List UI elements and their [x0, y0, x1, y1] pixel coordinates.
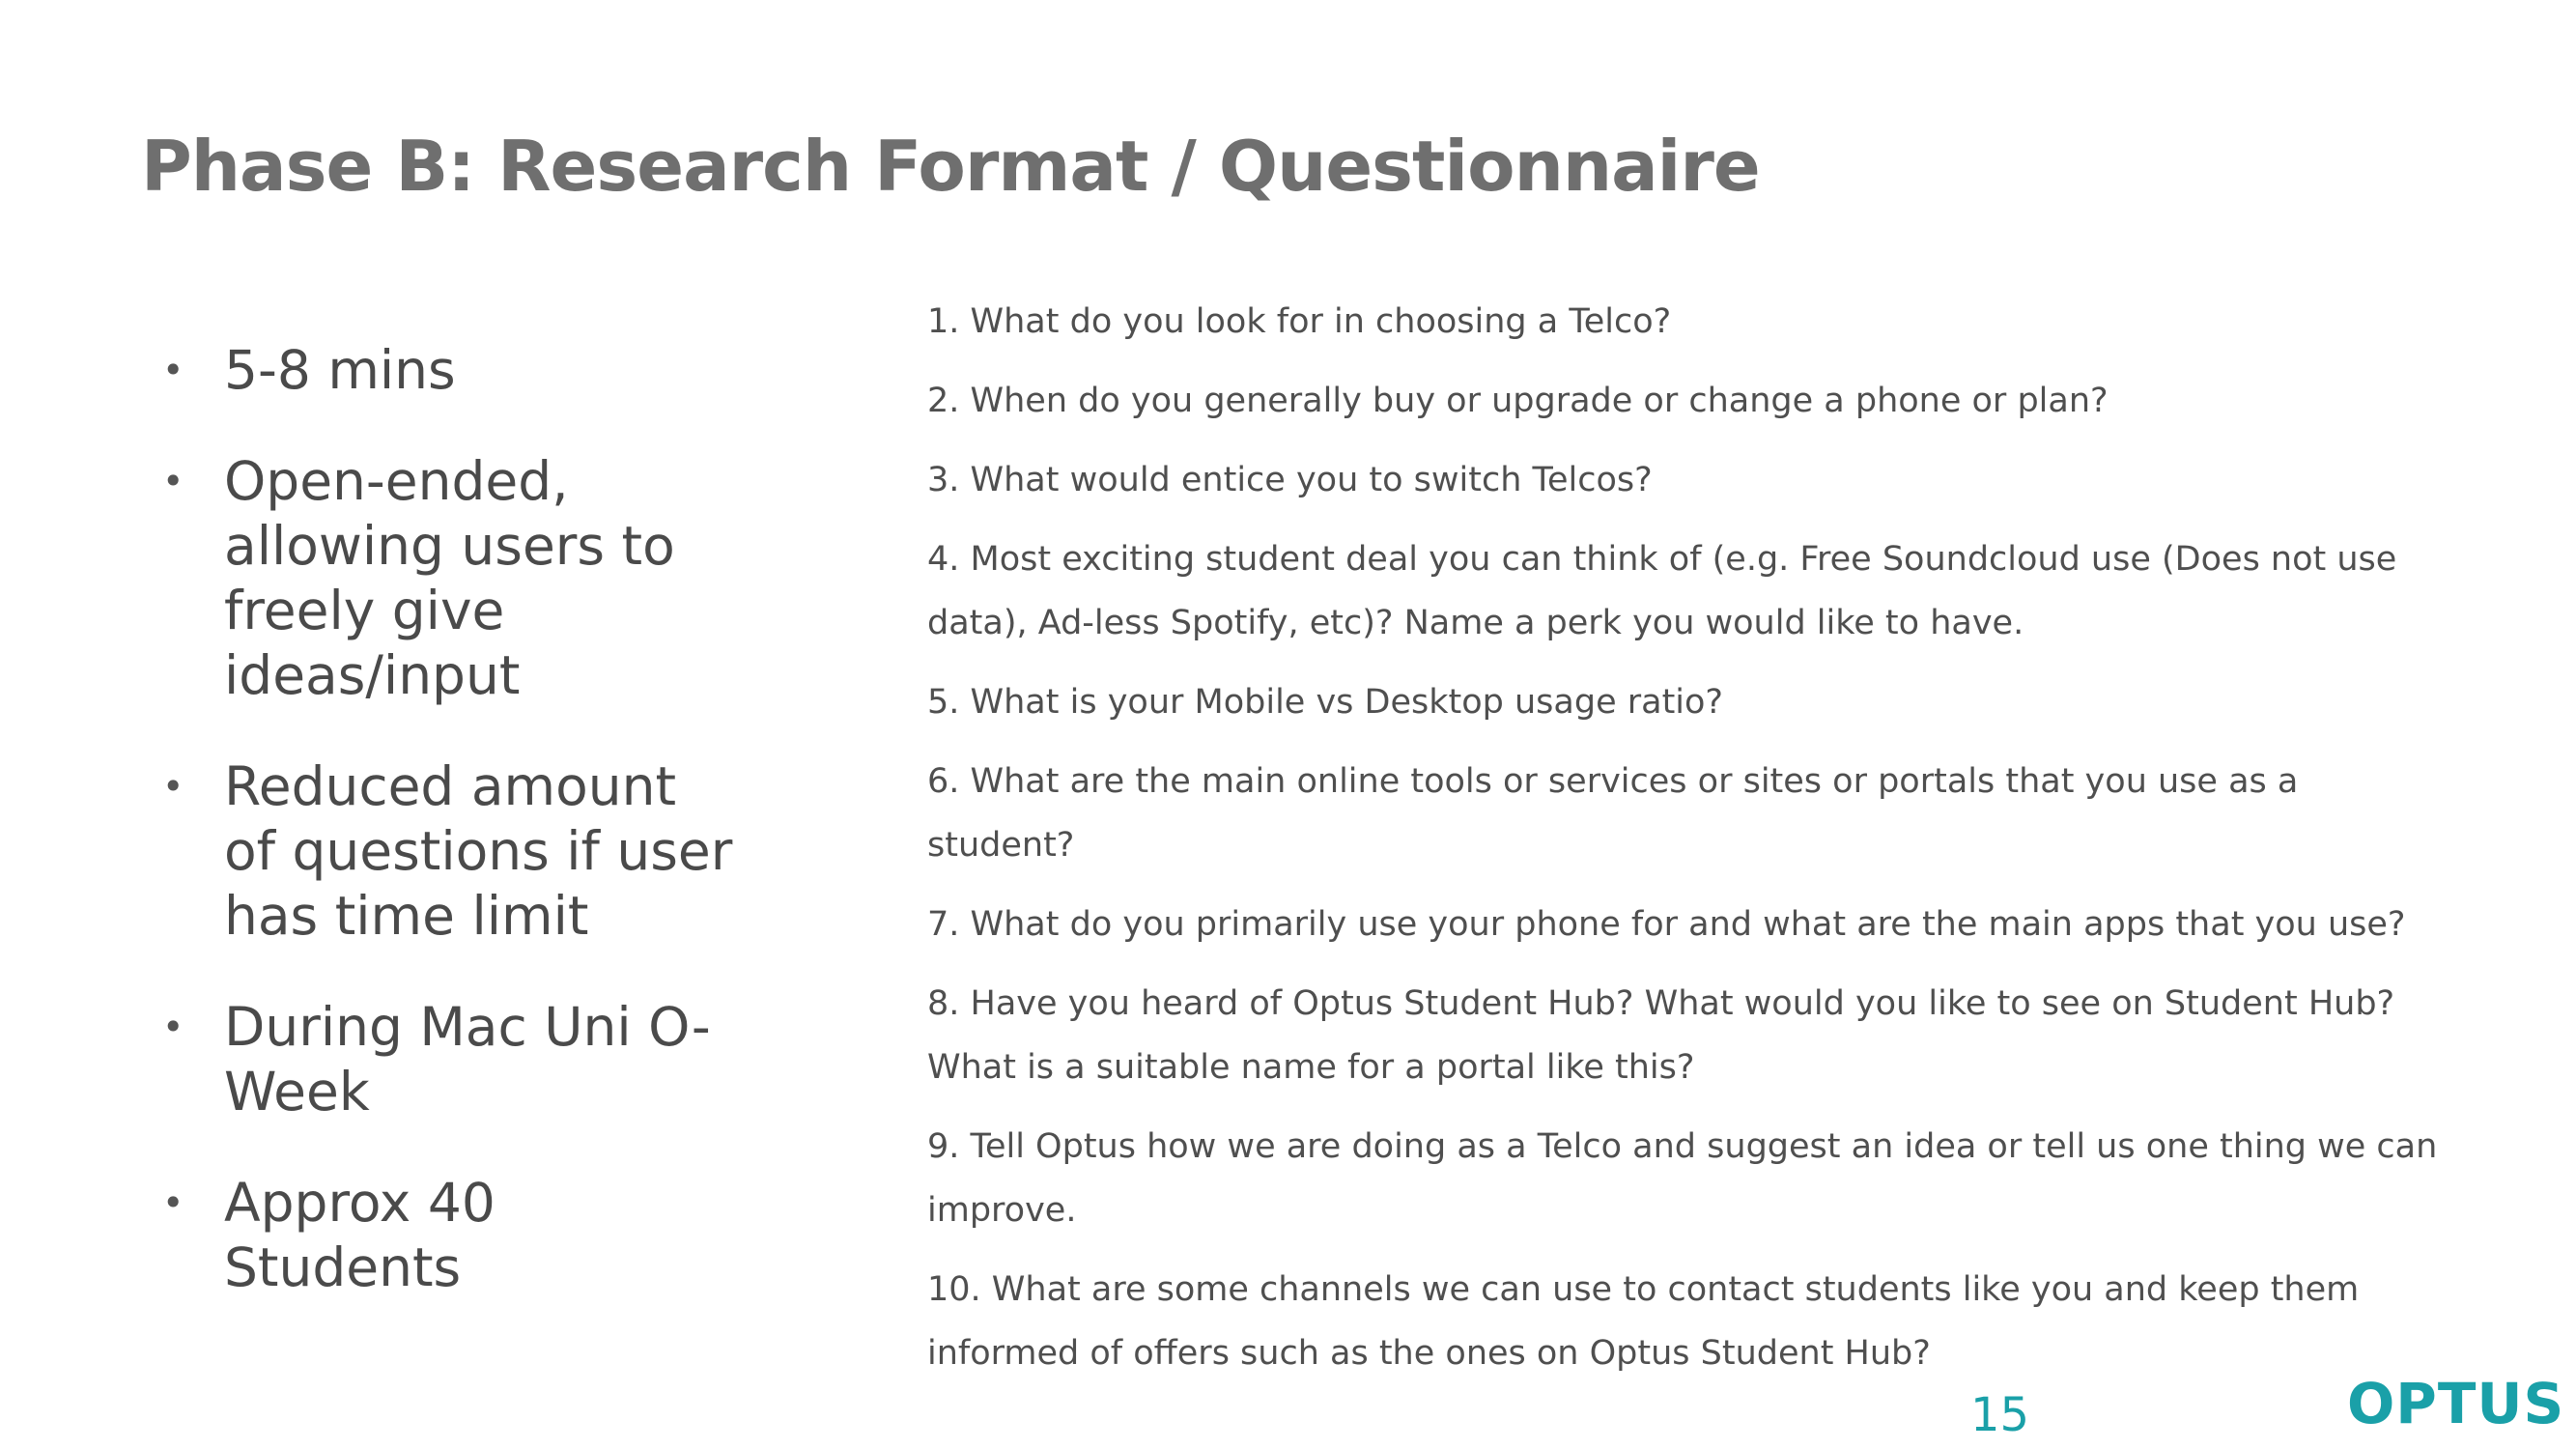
question-item: 4. Most exciting student deal you can think of (e.g. Free Soundcloud use (Does not use data), Ad-less Spotify, etc)? Name a perk you would like to have.: [927, 540, 2397, 642]
question-item: 1. What do you look for in choosing a Telco?: [927, 302, 1672, 341]
questionnaire-list: [927, 290, 2453, 1401]
optus-logo: OPTUS: [2347, 1371, 2565, 1436]
question-item: 8. Have you heard of Optus Student Hub? What would you like to see on Student Hub? What is a suitable name for a portal like this?: [927, 984, 2395, 1087]
question-item: 3. What would entice you to switch Telcos?: [927, 461, 1653, 499]
bullet-item: [162, 995, 742, 1124]
question-item: 10. What are some channels we can use to contact students like you and keep them informed of offers such as the ones on Optus Student Hub?: [927, 1270, 2360, 1373]
bullet-text: 5-8 mins: [224, 339, 456, 401]
question-item: 2. When do you generally buy or upgrade or change a phone or plan?: [927, 382, 2109, 420]
bullet-text: Open-ended, allowing users to freely give ideas/input: [224, 450, 675, 706]
bullet-text: During Mac Uni O-Week: [224, 996, 711, 1122]
bullet-item: [162, 338, 742, 403]
bullet-glyph: •: [162, 765, 184, 808]
bullet-text: Reduced amount of questions if user has time limit: [224, 755, 733, 947]
question-item: 6. What are the main online tools or services or sites or portals that you use as a student?: [927, 762, 2299, 865]
slide-title: Phase B: Research Format / Questionnaire: [141, 126, 1760, 207]
bullet-text: Approx 40 Students: [224, 1172, 495, 1298]
question-item: 5. What is your Mobile vs Desktop usage ratio?: [927, 683, 1724, 722]
bullet-glyph: •: [162, 1006, 184, 1048]
bullet-list: [162, 338, 742, 1347]
page-number: 15: [1970, 1388, 2030, 1442]
question-item: 7. What do you primarily use your phone for and what are the main apps that you use?: [927, 905, 2406, 944]
bullet-glyph: •: [162, 1181, 184, 1224]
bullet-item: [162, 1171, 742, 1300]
question-item: 9. Tell Optus how we are doing as a Telco and suggest an idea or tell us one thing we can improve.: [927, 1127, 2438, 1230]
bullet-glyph: •: [162, 460, 184, 502]
bullet-item: [162, 449, 742, 708]
bullet-item: [162, 754, 742, 949]
bullet-glyph: •: [162, 349, 184, 391]
